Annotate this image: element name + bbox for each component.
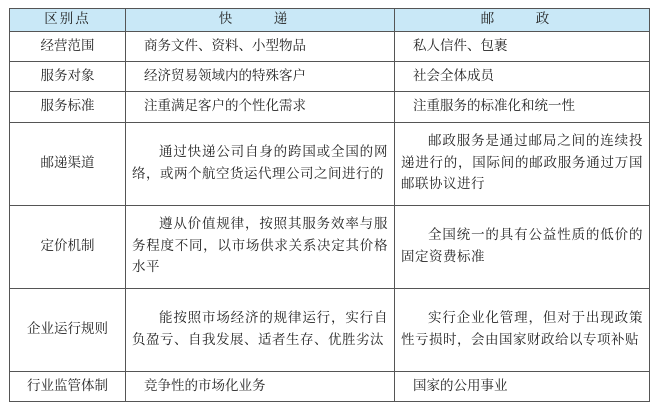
express-cell: 商务文件、资料、小型物品 bbox=[126, 32, 395, 62]
express-cell: 遵从价值规律，按照其服务效率与服务程度不同，以市场供求关系决定其价格水平 bbox=[126, 205, 395, 288]
table-row bbox=[10, 122, 650, 205]
postal-cell: 实行企业化管理，但对于出现政策性亏损时，会由国家财政给以专项补贴 bbox=[395, 288, 650, 371]
express-cell: 通过快递公司自身的跨国或全国的网络，或两个航空货运代理公司之间进行的 bbox=[126, 122, 395, 205]
row-label: 企业运行规则 bbox=[10, 288, 126, 371]
postal-cell: 私人信件、包裹 bbox=[395, 32, 650, 62]
row-label: 服务标准 bbox=[10, 92, 126, 122]
express-cell: 竞争性的市场化业务 bbox=[126, 371, 395, 401]
header-cell-postal: 邮 政 bbox=[395, 9, 650, 32]
table-row bbox=[10, 205, 650, 288]
table-row bbox=[10, 62, 650, 92]
postal-cell: 注重服务的标准化和统一性 bbox=[395, 92, 650, 122]
header-cell-difference: 区别点 bbox=[10, 9, 126, 32]
row-label: 邮递渠道 bbox=[10, 122, 126, 205]
postal-cell: 社会全体成员 bbox=[395, 62, 650, 92]
row-label: 行业监管体制 bbox=[10, 371, 126, 401]
table-row bbox=[10, 32, 650, 62]
table-row bbox=[10, 371, 650, 401]
express-cell: 经济贸易领域内的特殊客户 bbox=[126, 62, 395, 92]
table-row bbox=[10, 92, 650, 122]
row-label: 定价机制 bbox=[10, 205, 126, 288]
row-label: 经营范围 bbox=[10, 32, 126, 62]
table-body bbox=[10, 32, 650, 402]
table-row bbox=[10, 288, 650, 371]
table-header bbox=[10, 9, 650, 32]
header-cell-express: 快 递 bbox=[126, 9, 395, 32]
express-cell: 注重满足客户的个性化需求 bbox=[126, 92, 395, 122]
comparison-table bbox=[9, 8, 650, 402]
postal-cell: 国家的公用事业 bbox=[395, 371, 650, 401]
header-row bbox=[10, 9, 650, 32]
postal-cell: 邮政服务是通过邮局之间的连续投递进行的，国际间的邮政服务通过万国邮联协议进行 bbox=[395, 122, 650, 205]
postal-cell: 全国统一的具有公益性质的低价的固定资费标准 bbox=[395, 205, 650, 288]
row-label: 服务对象 bbox=[10, 62, 126, 92]
express-cell: 能按照市场经济的规律运行，实行自负盈亏、自我发展、适者生存、优胜劣汰 bbox=[126, 288, 395, 371]
